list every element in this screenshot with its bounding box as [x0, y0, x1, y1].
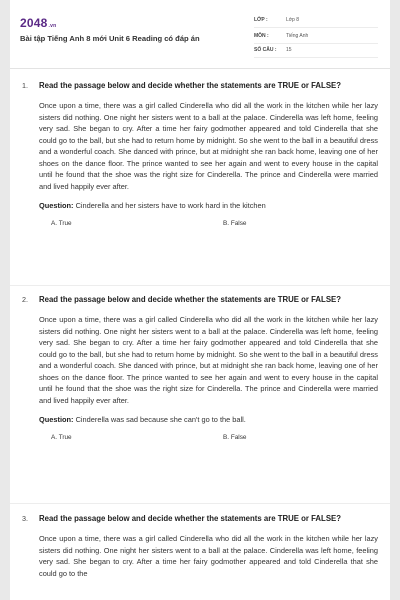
question-number: 1. [22, 81, 28, 90]
document-page [10, 0, 390, 600]
question-prompt: Read the passage below and decide whether the statements are TRUE or FALSE? [39, 514, 341, 523]
answer-option-b[interactable]: B. False [223, 220, 247, 227]
answer-option-a[interactable]: A. True [51, 220, 72, 227]
meta-row-class [254, 14, 378, 28]
meta-key: LỚP : [254, 17, 268, 23]
answer-options [39, 434, 378, 446]
document-header [10, 0, 390, 68]
reading-passage: Once upon a time, there was a girl called Cinderella who did all the work in the kitchen while her lazy sisters did nothing. One night her sisters went to a ball at the palace. Cinderella was left home, feeling very sad. She began to cry. After a time her fairy godmother appeared and told Cinderella that she could go to the [39, 534, 378, 578]
reading-passage: Once upon a time, there was a girl called Cinderella who did all the work in the kitchen while her lazy sisters did nothing. One night her sisters went to a ball at the palace. Cinderella was left home, feeling very sad. She began to cry. After a time her fairy godmother appeared and told Cinderella that she could go to the ball, but she had to return home by midnight. So she went to the ball in a beautiful dress and a wonderful coach. She danced with prince, but at midnight she ran back home, leaving one of her shoes on the dance floor. The prince wanted to see her again and went to every house in the capital until he found that the shoe was the right size for Cinderella. The prince and Cinderella were married and lived happily ever after. [39, 315, 378, 405]
question-divider [10, 285, 390, 286]
answer-option-a[interactable]: A. True [51, 434, 72, 441]
meta-key: MÔN : [254, 33, 269, 39]
meta-row-subject [254, 30, 378, 44]
meta-row-count [254, 44, 378, 58]
document-title: Bài tập Tiếng Anh 8 mới Unit 6 Reading có đáp án [20, 34, 200, 43]
header-divider [10, 68, 390, 69]
logo-text: 2048 [20, 16, 48, 30]
site-logo[interactable] [20, 16, 56, 30]
statement-text: Cinderella was sad because she can't go to the ball. [75, 415, 246, 424]
question-number: 3. [22, 514, 28, 523]
question-divider [10, 503, 390, 504]
answer-option-b[interactable]: B. False [223, 434, 247, 441]
question-1 [22, 80, 378, 232]
question-2 [22, 294, 378, 446]
answer-options [39, 220, 378, 232]
statement-text: Cinderella and her sisters have to work hard in the kitchen [75, 201, 266, 210]
meta-value: Tiếng Anh [286, 33, 309, 39]
meta-value: 15 [286, 47, 292, 53]
question-statement [39, 200, 378, 211]
question-prompt: Read the passage below and decide whether the statements are TRUE or FALSE? [39, 81, 341, 90]
question-3 [22, 513, 378, 579]
meta-value: Lớp 8 [286, 17, 300, 23]
question-number: 2. [22, 295, 28, 304]
question-statement [39, 414, 378, 425]
meta-key: SỐ CÂU : [254, 47, 277, 53]
reading-passage: Once upon a time, there was a girl called Cinderella who did all the work in the kitchen while her lazy sisters did nothing. One night her sisters went to a ball at the palace. Cinderella was left home, feeling very sad. She began to cry. After a time her fairy godmother appeared and told Cinderella that she could go to the ball, but she had to return home by midnight. So she went to the ball in a beautiful dress and a wonderful coach. She danced with prince, but at midnight she ran back home, leaving one of her shoes on the dance floor. The prince wanted to see her again and went to every house in the capital until he found that the shoe was the right size for Cinderella. The prince and Cinderella were married and lived happily ever after. [39, 101, 378, 191]
statement-label: Question: [39, 201, 74, 210]
statement-label: Question: [39, 415, 74, 424]
logo-suffix: .vn [48, 23, 57, 29]
question-prompt: Read the passage below and decide whether the statements are TRUE or FALSE? [39, 295, 341, 304]
